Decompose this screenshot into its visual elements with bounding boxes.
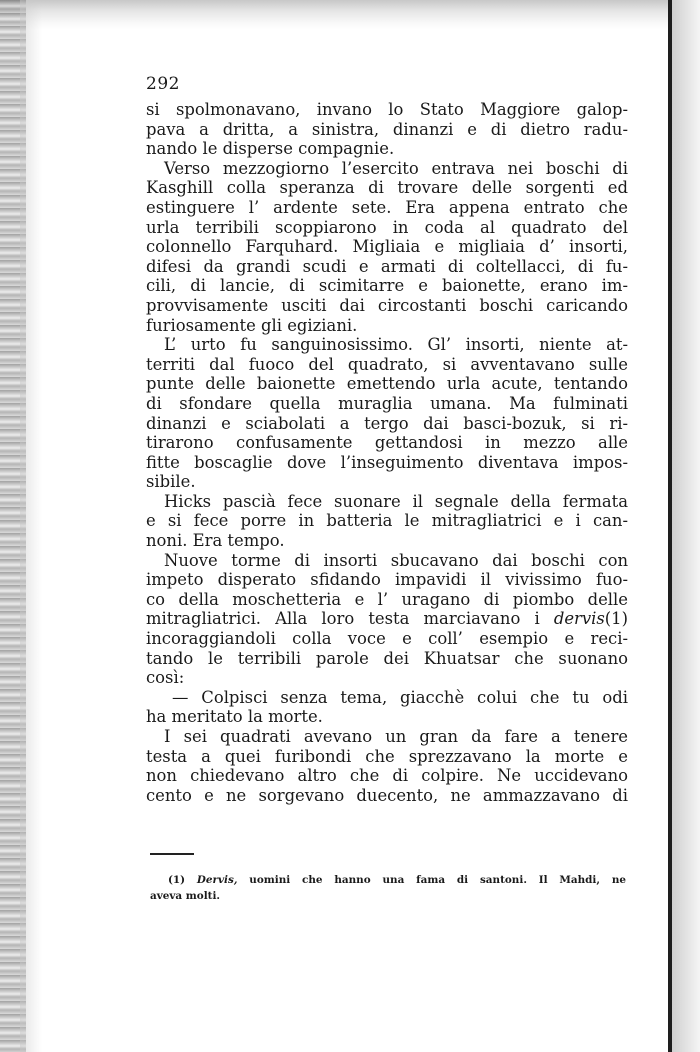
footnote-text: uomini che hanno una fama di santoni. Il Mahdi, ne <box>249 874 626 886</box>
text-line: territi dal fuoco del quadrato, si avventavano sulle <box>146 354 628 374</box>
scan-binding-fade <box>20 0 42 1052</box>
text-line: sibile. <box>146 472 196 492</box>
text-line: Verso mezzogiorno l’esercito entrava nei boschi di <box>164 158 628 178</box>
body-text <box>146 100 628 805</box>
text-line: I sei quadrati avevano un gran da fare a tenere <box>164 727 628 746</box>
text-line: furiosamente gli egiziani. <box>146 315 358 335</box>
text-line: L’ urto fu sanguinosissimo. Gl’ insorti, niente at- <box>164 335 628 355</box>
text-line: colonnello Farquhard. Migliaia e migliaia d’ insorti, <box>146 237 628 257</box>
footnote-term: Dervis, <box>196 874 238 886</box>
text-line: così: <box>146 668 185 688</box>
text-line: Hicks pascià fece suonare il segnale della fermata <box>164 491 628 511</box>
text-line: tando le terribili parole dei Khuatsar che suonano <box>146 648 628 668</box>
text-line: e si fece porre in batteria le mitragliatrici e i can- <box>146 511 628 531</box>
footnote <box>150 872 626 904</box>
text-line: Kasghill colla speranza di trovare delle sorgenti ed <box>146 178 628 198</box>
text-line <box>146 609 628 629</box>
text-line: cento e ne sorgevano duecento, ne ammazzavano di <box>146 785 628 805</box>
text-line: Nuove torme di insorti sbucavano dai boschi con <box>164 550 628 570</box>
text-line: di sfondare quella muraglia umana. Ma fulminati <box>146 393 628 413</box>
scan-shadow-top <box>0 0 700 30</box>
text-line: cili, di lancie, di scimitarre e baionette, erano im- <box>146 276 628 296</box>
text-line: dinanzi e sciabolati a tergo dai basci-bozuk, si ri- <box>146 413 628 433</box>
footnote-reference: (1) <box>604 609 628 629</box>
text-line: impeto disperato sfidando impavidi il vivissimo fuo- <box>146 570 628 590</box>
text-line: tirarono confusamente gettandosi in mezzo alle <box>146 433 628 453</box>
footnote-divider <box>150 853 194 855</box>
text-line: punte delle baionette emettendo urla acute, tentando <box>146 374 628 394</box>
text-line: provvisamente usciti dai circostanti boschi caricando <box>146 295 628 315</box>
text-line: estinguere l’ ardente sete. Era appena entrato che <box>146 197 628 217</box>
page-number: 292 <box>146 74 180 94</box>
footnote-line: aveva molti. <box>150 890 221 902</box>
text-line: si spolmonavano, invano lo Stato Maggiore galop- <box>146 100 628 119</box>
text-line-start: mitragliatrici. Alla loro testa marciavano i <box>146 609 554 629</box>
dervis-term: dervis <box>553 609 605 629</box>
text-line: non chiedevano altro che di colpire. Ne uccidevano <box>146 766 628 786</box>
text-line: — Colpisci senza tema, giacchè colui che tu odi <box>172 687 628 707</box>
text-line: ha meritato la morte. <box>146 707 323 727</box>
text-line: pava a dritta, a sinistra, dinanzi e di dietro radu- <box>146 119 628 139</box>
text-line: nando le disperse compagnie. <box>146 139 395 159</box>
footnote-line <box>150 872 626 888</box>
text-line: co della moschetteria e l’ uragano di piombo delle <box>146 589 628 609</box>
text-line: incoraggiandoli colla voce e coll’ esempio e reci- <box>146 629 628 649</box>
text-line: urla terribili scoppiarono in coda al quadrato del <box>146 217 628 237</box>
text-line: noni. Era tempo. <box>146 531 285 551</box>
text-line: difesi da grandi scudi e armati di coltellacci, di fu- <box>146 256 628 276</box>
text-line: testa a quei furibondi che sprezzavano la morte e <box>146 746 628 766</box>
text-line: fitte boscaglie dove l’inseguimento diventava impos- <box>146 452 628 472</box>
scan-page-edge-fade <box>672 0 700 1052</box>
footnote-marker: (1) <box>168 874 186 886</box>
